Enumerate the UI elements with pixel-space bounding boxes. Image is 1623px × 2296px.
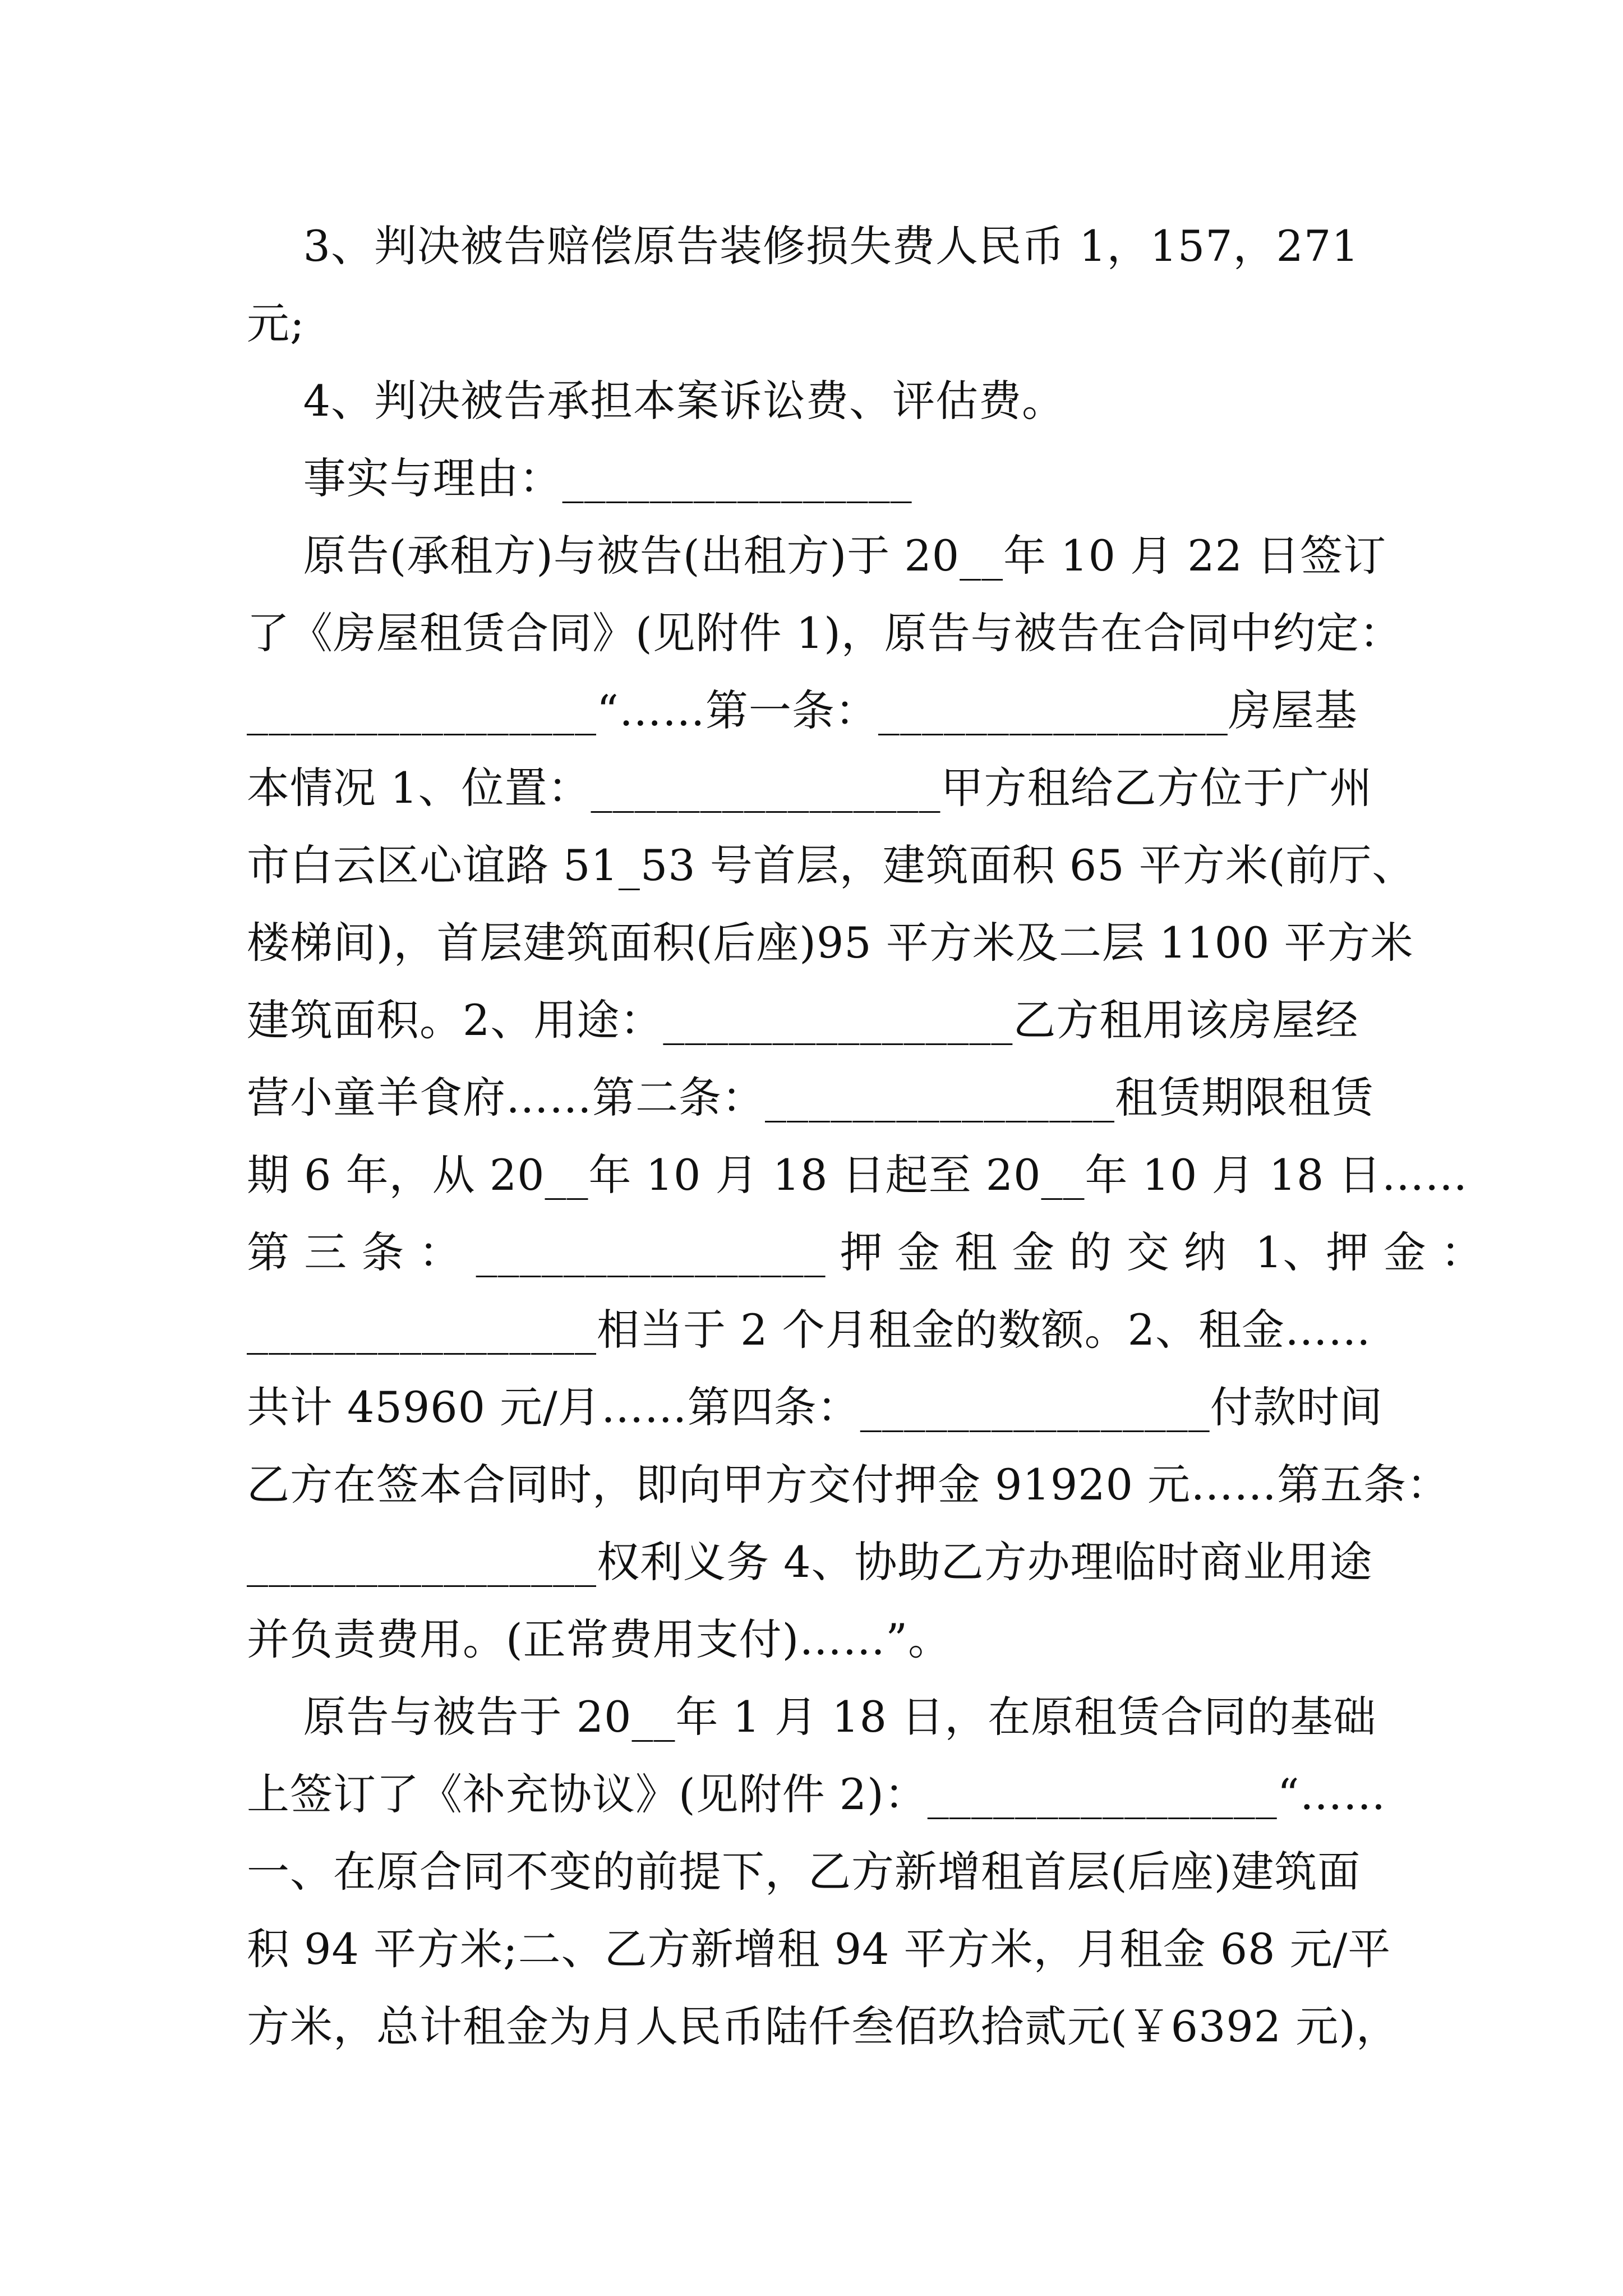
text-line: 了《房屋租赁合同》(见附件 1)，原告与被告在合同中约定： (247, 608, 1403, 658)
text-line: ________________“……第一条：________________房屋基 (247, 685, 1358, 735)
text-line: ________________权利义务 4、协助乙方办理临时商业用途 (247, 1537, 1373, 1587)
text-line: 期 6 年，从 20__年 10 月 18 日起至 20__年 10 月 18 日…… (247, 1150, 1468, 1200)
text-line: 3、判决被告赔偿原告装修损失费人民币 1，157，271 (247, 221, 1359, 271)
text-line: 事实与理由：________________ (247, 453, 912, 503)
text-line: 楼梯间)，首层建筑面积(后座)95 平方米及二层 1100 平方米 (247, 918, 1414, 968)
text-line: 本情况 1、位置：________________甲方租给乙方位于广州 (247, 763, 1373, 813)
text-line: 元; (247, 298, 305, 348)
text-line: 并负责费用。(正常费用支付)……”。 (247, 1614, 952, 1664)
text-line: 上签订了《补充协议》(见附件 2)：________________“…… (247, 1769, 1386, 1819)
text-line: 营小童羊食府……第二条：________________租赁期限租赁 (247, 1073, 1374, 1122)
text-line: 原告(承租方)与被告(出租方)于 20__年 10 月 22 日签订 (247, 531, 1387, 581)
text-line: 乙方在签本合同时，即向甲方交付押金 91920 元……第五条： (247, 1460, 1450, 1510)
text-line: ________________相当于 2 个月租金的数额。2、租金…… (247, 1305, 1372, 1355)
text-line: 市白云区心谊路 51_53 号首层，建筑面积 65 平方米(前厅、 (247, 840, 1415, 890)
text-line: 原告与被告于 20__年 1 月 18 日，在原租赁合同的基础 (247, 1692, 1377, 1742)
text-line: 积 94 平方米;二、乙方新增租 94 平方米，月租金 68 元/平 (247, 1924, 1391, 1974)
text-line: 建筑面积。2、用途：________________乙方租用该房屋经 (247, 995, 1359, 1045)
text-line: 4、判决被告承担本案诉讼费、评估费。 (247, 376, 1065, 426)
text-line: 共计 45960 元/月……第四条：________________付款时间 (247, 1382, 1383, 1432)
text-line: 第 三 条 ： ________________ 押 金 租 金 的 交 纳 1、押 金 ： (247, 1227, 1484, 1277)
text-line: 方米，总计租金为月人民币陆仟叁佰玖拾贰元(￥6392 元)， (247, 2001, 1399, 2051)
text-line: 一、在原合同不变的前提下，乙方新增租首层(后座)建筑面 (247, 1847, 1361, 1897)
document-body (247, 208, 1484, 2065)
